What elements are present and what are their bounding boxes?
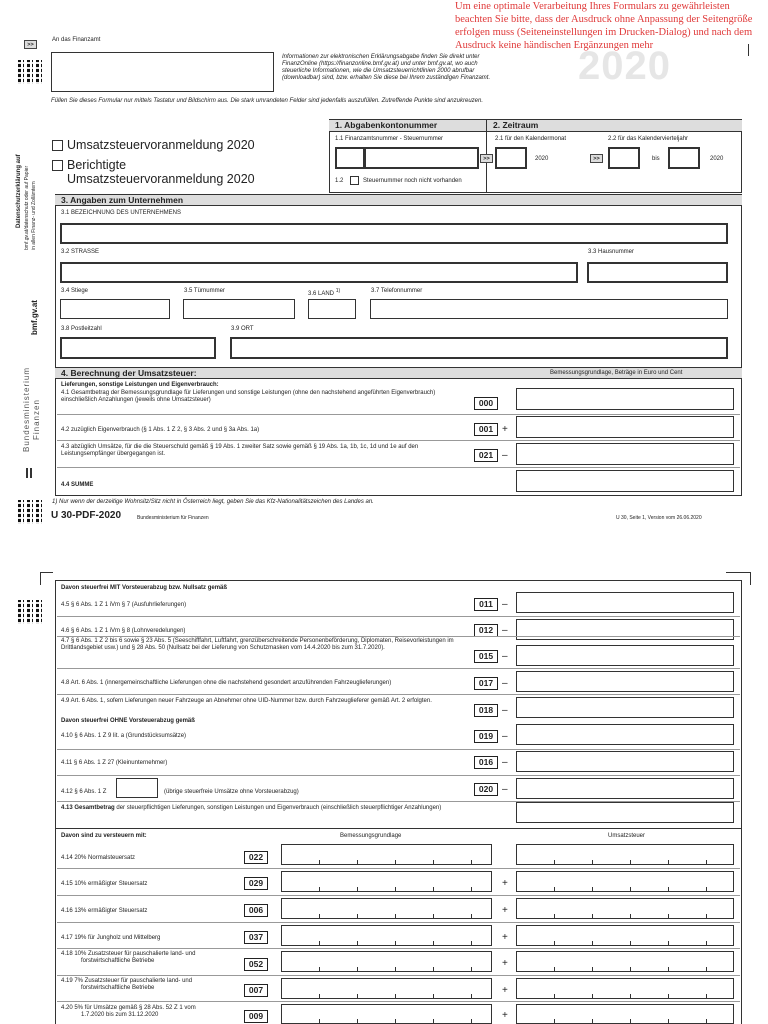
steuernummer-input[interactable] [364,147,479,169]
code-029: 029 [244,877,268,890]
berichtigte-checkbox[interactable] [52,160,63,171]
hausnummer-label: 3.3 Hausnummer [588,249,635,255]
bem-007-input[interactable] [281,978,492,999]
code-007: 007 [244,984,268,997]
paragraph-z-input[interactable] [116,778,158,798]
finanzamt-steuernummer-label: 1.1 Finanzamtsnummer - Steuernummer [335,136,444,142]
digit-ticks [282,860,491,864]
code-052: 052 [244,958,268,971]
row-4-20-label-2: 1.7.2020 bis zum 31.12.2020 [81,1012,159,1018]
input-018[interactable] [516,697,734,718]
row-4-18-label-2: forstwirtschaftliche Betriebe [81,958,155,964]
row-separator [57,868,740,869]
bem-029-input[interactable] [281,871,492,892]
digit-ticks [282,887,491,891]
month-year: 2020 [535,156,549,162]
ust-029-input[interactable] [516,871,734,892]
code-015: 015 [474,650,498,663]
summe-input[interactable] [516,470,734,492]
row-4-13-label [61,805,471,812]
land-input[interactable] [308,299,356,319]
land-label: 3.6 LAND $^{1)}$ [308,288,341,297]
row-4-4-label: 4.4 SUMME [61,482,94,488]
code-037: 037 [244,931,268,944]
finanzamtsnummer-input[interactable] [335,147,365,169]
berichtigte-title-2: Umsatzsteuervoranmeldung 2020 [67,172,255,186]
qr-code-page2 [18,600,42,624]
issuer: Bundesministerium für Finanzen [137,515,209,521]
finanzamt-input[interactable] [51,52,274,92]
bem-022-input[interactable] [281,844,492,865]
land-footnote-mark: 1) [335,288,341,294]
uva-checkbox[interactable] [52,140,63,151]
umsatzsteuer-header: Umsatzsteuer [608,833,646,839]
row-4-3-label: 4.3 abzüglich Umsätze, für die die Steuerschuld gemäß § 19 Abs. 1 zweiter Satz sowie gemäß § 19 Abs. 1a, 1b, 1c, 1d und 1e auf den Leistungsempfänger übergegangen ist. [61,444,419,457]
section-1-header: 1. Abgabenkontonummer [329,119,486,132]
row-4-12-label: 4.12 § 6 Abs. 1 Z [61,789,107,795]
minus-sign: – [502,757,508,768]
code-012: 012 [474,624,498,637]
row-separator [57,694,740,695]
lieferungen-subheader: Lieferungen, sonstige Leistungen und Eigenverbrauch: [61,382,219,388]
datenschutz-text: Datenschutzerklärung auf [16,154,22,228]
row-separator [57,975,740,976]
section-2-header: 2. Zeitraum [487,119,742,132]
row-separator [57,895,740,896]
qr-code [18,60,42,84]
row-4-9-label: 4.9 Art. 6 Abs. 1, sofern Lieferungen neuer Fahrzeuge an Abnehmer ohne UID-Nummer bzw. durch Fahrzeuglieferer gemäß Art. 2 erfolgten. [61,698,432,704]
input-001[interactable] [516,416,734,438]
row-separator [57,467,740,468]
digit-ticks [282,941,491,945]
row-4-5-label: 4.5 § 6 Abs. 1 Z 1 iVm § 7 (Ausfuhrlieferungen) [61,602,187,608]
telefon-input[interactable] [370,299,728,319]
bem-006-input[interactable] [281,898,492,919]
digit-ticks [282,994,491,998]
plus-sign: + [502,878,508,889]
tuer-input[interactable] [183,299,295,319]
zeitraum-arrow-button[interactable]: >> [590,154,603,163]
code-021: 021 [474,449,498,462]
digit-ticks [282,967,491,971]
row-separator [57,414,740,415]
ust-052-input[interactable] [516,951,734,972]
minus-sign: – [502,651,508,662]
digit-ticks [517,941,733,945]
row-4-14-label: 4.14 20% Normalsteuersatz [61,855,136,861]
code-009: 009 [244,1010,268,1023]
bem-009-input[interactable] [281,1004,492,1024]
row-separator [57,668,740,669]
ust-037-input[interactable] [516,925,734,946]
input-011[interactable] [516,592,734,613]
ust-006-input[interactable] [516,898,734,919]
section-4-header: 4. Berechnung der Umsatzsteuer: [55,367,742,379]
plus-sign: + [502,932,508,943]
minus-sign: – [502,784,508,795]
bemessungsgrundlage-header: Bemessungsgrundlage [340,833,402,839]
zu-versteuern-header: Davon sind zu versteuern mit: [61,833,147,839]
plus-sign: + [502,424,508,435]
quarter-year: 2020 [710,156,724,162]
code-022: 022 [244,851,268,864]
steuernummer-fehlt-number: 1.2 [335,178,344,184]
ministry-name: Bundesministerium [22,366,31,452]
an-das-finanzamt-label: An das Finanzamt [52,37,101,43]
row-4-2-label: 4.2 zuzüglich Eigenverbrauch (§ 1 Abs. 1 Z 2, § 3 Abs. 2 und § 3a Abs. 1a) [61,427,260,433]
row-4-20-label: 4.20 5% für Umsätze gemäß § 28 Abs. 52 Z 1 vom [61,1005,196,1011]
qr-code-footer [18,500,42,524]
uva-title: Umsatzsteuervoranmeldung 2020 [67,138,255,152]
digit-ticks [517,887,733,891]
row-4-19-label-2: forstwirtschaftliche Betriebe [81,985,155,991]
hausnummer-input[interactable] [587,262,728,283]
row-separator [57,922,740,923]
berichtigte-title-1: Berichtigte [67,158,127,172]
ust-022-input[interactable] [516,844,734,865]
footnote: 1) Nur wenn der derzeitige Wohnsitz/Sitz nicht in Österreich liegt, geben Sie das Kfz-Nationalitätszeichen des Landes an. [52,499,374,505]
tuer-label: 3.5 Türnummer [184,288,225,294]
row-4-6-label: 4.6 § 6 Abs. 1 Z 1 iVm § 8 (Lohnveredelungen) [61,628,186,634]
stiege-input[interactable] [60,299,170,319]
digit-ticks [517,994,733,998]
row-separator [57,616,740,617]
ust-009-input[interactable] [516,1004,734,1024]
input-019[interactable] [516,724,734,745]
steuerfrei-mit-header: Davon steuerfrei MIT Vorsteuerabzug bzw. Nullsatz gemäß [61,585,228,591]
datenschutz-text-2: bmf.gv.at/datenschutz oder auf Papier [24,165,30,250]
row-4-8-label: 4.8 Art. 6 Abs. 1 (innergemeinschaftliche Lieferungen ohne die nachstehend gesondert anzuführenden Fahrzeuglieferungen) [61,680,392,686]
row-4-7-label: 4.7 § 6 Abs. 1 Z 2 bis 6 sowie § 23 Abs. 5 (Seeschifffahrt, Luftfahrt, grenzüberschreitende Personenbeförderung, Diplomaten, Reisevorleistungen im Drittlandsgebiet usw.) und § 28 Abs. 50 (Nullsatz bei der Lieferung von Schutzmasken vom 14.4.2020 bis zum 31.7.2020). [61,638,454,651]
code-006: 006 [244,904,268,917]
row-4-13-text: der steuerpflichtigen Lieferungen, sonstigen Leistungen und Eigenverbrauch (einschließlich steuerpflichtiger Anzahlungen) [114,805,442,811]
input-021[interactable] [516,443,734,465]
steuernummer-fehlt-label: Steuernummer noch nicht vorhanden [363,178,462,184]
plus-sign: + [502,905,508,916]
input-017[interactable] [516,671,734,692]
steuerfrei-ohne-header: Davon steuerfrei OHNE Vorsteuerabzug gemäß [61,718,195,724]
info-text: Informationen zur elektronischen Erklärungsabgabe finden Sie direkt unter FinanzOnline (https://finanzonline.bmf.gv.at) und unter bmf.gv.at, wo auch steuerliche Informationen, wie die Umsatzsteuerrichtlinien 2000 abrufbar (downloadbar) sind, bzw. erhalten Sie diese bei Ihrem zuständigen Finanzamt. [282,54,491,81]
thick-separator [55,828,742,829]
kalendervierteljahr-label: 2.2 für das Kalendervierteljahr [608,136,689,142]
corner-mark [748,44,749,56]
row-separator [57,1001,740,1002]
minus-sign: – [502,450,508,461]
row-4-13-number: 4.13 [61,805,73,811]
steuernummer-fehlt-checkbox[interactable] [350,176,359,185]
input-020[interactable] [516,778,734,799]
version: U 30, Seite 1, Version vom 26.06.2020 [616,515,702,521]
strasse-label: 3.2 STRASSE [61,249,100,255]
row-separator [57,636,740,637]
code-020: 020 [474,783,498,796]
section-4-column-header: Bemessungsgrundlage, Beträge in Euro und Cent [550,370,683,376]
digit-ticks [517,1019,733,1023]
minus-sign: – [502,599,508,610]
gesamtbetrag-input[interactable] [516,802,734,823]
row-separator [57,775,740,776]
page2-corner-left [40,572,53,585]
bis-label: bis [652,156,660,162]
print-notice: Um eine optimale Verarbeitung Ihres Formulars zu gewährleisten beachten Sie bitte, dass der Ausdruck ohne Anpassung der Seitengröße erfolgen muss (Seiteneinstellungen im Drucken-Dialog) und nach dem Ausdruck keine händischen Ergänzungen mehr [455,1,753,51]
row-4-17-label: 4.17 19% für Jungholz und Mittelberg [61,935,161,941]
bezeichnung-input[interactable] [60,223,728,244]
plus-sign: + [502,1010,508,1021]
input-016[interactable] [516,751,734,772]
code-019: 019 [474,730,498,743]
strasse-input[interactable] [60,262,578,283]
row-4-19-label: 4.19 7% Zusatzsteuer für pauschalierte land- und [61,978,193,984]
row-4-10-label: 4.10 § 6 Abs. 1 Z 9 lit. a (Grundstücksumsätze) [61,733,187,739]
kalendermonat-label: 2.1 für den Kalendermonat [495,136,567,142]
row-4-1-label: 4.1 Gesamtbetrag der Bemessungsgrundlage für Lieferungen und sonstige Leistungen (ohne den nachstehend angeführten Eigenverbrauch) einschließlich Anzahlungen (jeweils ohne Umsatzsteuer) [61,390,436,403]
digit-ticks [282,914,491,918]
row-4-18-label: 4.18 10% Zusatzsteuer für pauschalierte land- und [61,951,196,957]
code-018: 018 [474,704,498,717]
plus-sign: + [502,985,508,996]
bem-052-input[interactable] [281,951,492,972]
instruction-text: Füllen Sie dieses Formular nur mittels Tastatur und Bildschirm aus. Die stark umrandeten Felder sind jedenfalls auszufüllen. Zutreffende Punkte sind anzukreuzen. [51,98,483,104]
ort-label: 3.9 ORT [231,326,254,332]
telefon-label: 3.7 Telefonnummer [371,288,423,294]
row-separator [57,948,740,949]
year-watermark: 2020 [578,44,671,88]
digit-ticks [517,860,733,864]
row-separator [57,440,740,441]
plz-input[interactable] [60,337,216,359]
minus-sign: – [502,678,508,689]
code-011: 011 [474,598,498,611]
bem-037-input[interactable] [281,925,492,946]
row-4-11-label: 4.11 § 6 Abs. 1 Z 27 (Kleinunternehmer) [61,760,168,766]
steuernummer-arrow-button[interactable]: >> [480,154,493,163]
bmf-url: bmf.gv.at [30,300,39,335]
row-separator [57,749,740,750]
kalendermonat-input[interactable] [495,147,527,169]
ust-007-input[interactable] [516,978,734,999]
code-001: 001 [474,423,498,436]
bezeichnung-label: 3.1 BEZEICHNUNG DES UNTERNEHMENS [61,210,182,216]
digit-ticks [517,967,733,971]
ministry-logo-icon [26,468,32,478]
row-4-16-label: 4.16 13% ermäßigter Steuersatz [61,908,148,914]
input-015[interactable] [516,645,734,666]
datenschutz-text-3: in allen Finanz- und Zollämtern [31,181,37,250]
row-4-12-suffix: (übrige steuerfreie Umsätze ohne Vorsteuerabzug) [164,789,299,795]
minus-sign: – [502,625,508,636]
minus-sign: – [502,705,508,716]
code-016: 016 [474,756,498,769]
quartal-von-input[interactable] [608,147,640,169]
ministry-finanzen: Finanzen [32,399,41,440]
plz-label: 3.8 Postleitzahl [61,326,102,332]
code-017: 017 [474,677,498,690]
ort-input[interactable] [230,337,728,359]
plus-sign: + [502,958,508,969]
row-4-15-label: 4.15 10% ermäßigter Steuersatz [61,881,148,887]
minus-sign: – [502,731,508,742]
quartal-bis-input[interactable] [668,147,700,169]
code-000: 000 [474,397,498,410]
digit-ticks [517,914,733,918]
section-3-header: 3. Angaben zum Unternehmen [55,194,742,206]
input-000[interactable] [516,388,734,410]
stiege-label: 3.4 Stiege [61,288,89,294]
arrow-button[interactable]: >> [24,40,37,49]
digit-ticks [282,1019,491,1023]
form-id: U 30-PDF-2020 [51,510,122,521]
row-4-13-title: Gesamtbetrag [74,805,115,811]
